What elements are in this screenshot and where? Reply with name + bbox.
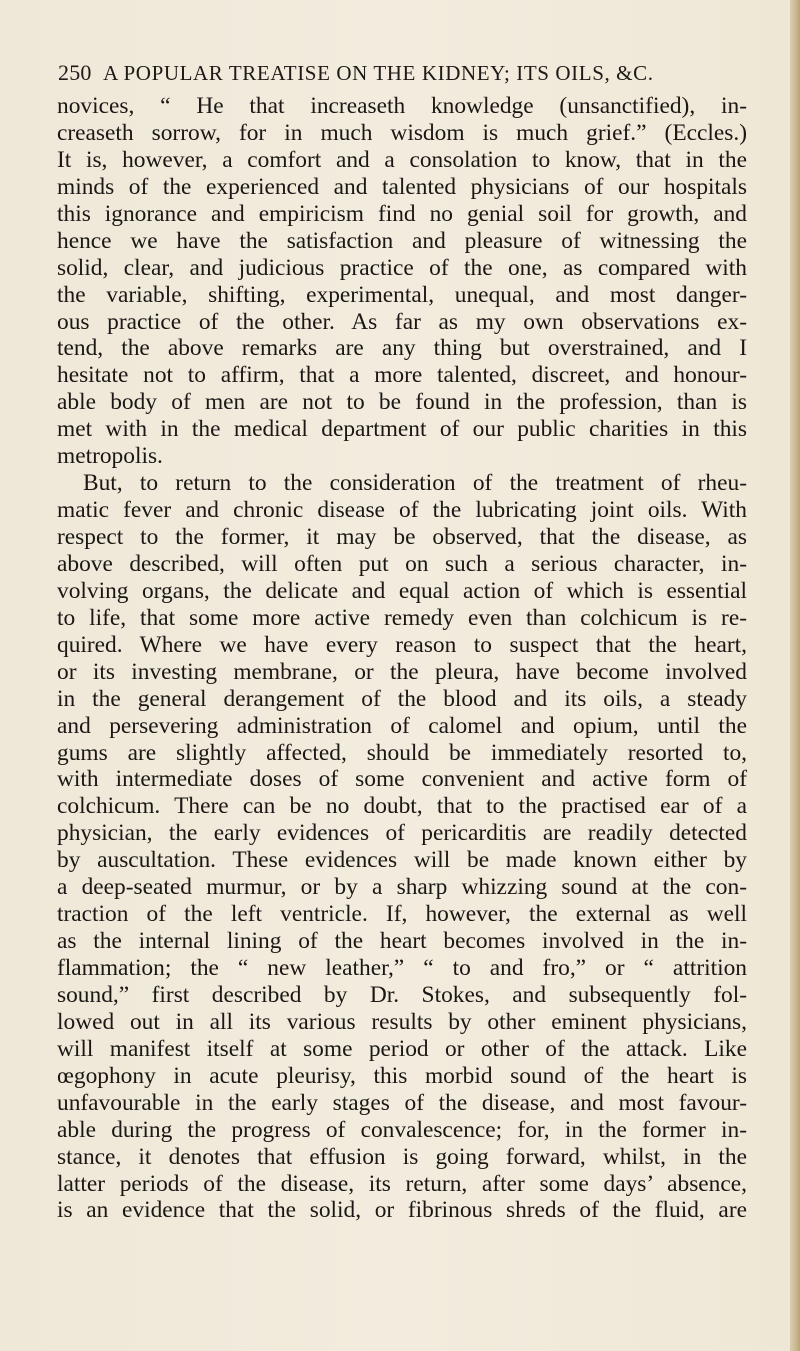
text-line: matic fever and chronic disease of the lubricating joint oils. With — [57, 497, 747, 524]
text-line: with intermediate doses of some convenient and active form of — [57, 766, 747, 793]
text-line: sound,” first described by Dr. Stokes, and subsequently fol- — [57, 981, 747, 1008]
text-line: respect to the former, it may be observed, that the disease, as — [57, 524, 747, 550]
page-edge — [790, 0, 800, 1351]
running-title: A POPULAR TREATISE ON THE KIDNEY; ITS OILS, &C. — [103, 61, 654, 85]
text-line: able body of men are not to be found in the profession, than is — [57, 389, 747, 416]
running-header — [58, 60, 740, 86]
text-line: creaseth sorrow, for in much wisdom is much grief.” (Eccles.) — [57, 119, 747, 146]
text-line: to life, that some more active remedy even than colchicum is re- — [57, 604, 747, 631]
text-line: above described, will often put on such a serious character, in- — [57, 550, 747, 577]
text-line: novices, “ He that increaseth knowledge (unsanctified), in- — [57, 93, 747, 119]
text-line: physician, the early evidences of pericarditis are readily detected — [57, 820, 747, 847]
page-number: 250 — [58, 60, 92, 85]
text-line: this ignorance and empiricism find no genial soil for growth, and — [57, 200, 747, 227]
text-line: minds of the experienced and talented physicians of our hospitals — [57, 173, 747, 200]
text-line: and persevering administration of calomel and opium, until the — [57, 712, 747, 739]
text-line: stance, it denotes that effusion is going forward, whilst, in the — [57, 1143, 747, 1170]
text-line: traction of the left ventricle. If, however, the external as well — [57, 901, 747, 928]
text-line: flammation; the “ new leather,” “ to and fro,” or “ attrition — [57, 955, 747, 981]
text-line: œgophony in acute pleurisy, this morbid sound of the heart is — [57, 1062, 747, 1089]
text-line: metropolis. — [57, 443, 163, 470]
text-line: as the internal lining of the heart becomes involved in the in- — [57, 928, 747, 955]
text-line: is an evidence that the solid, or fibrinous shreds of the fluid, are — [57, 1197, 747, 1224]
text-line: unfavourable in the early stages of the disease, and most favour- — [57, 1089, 747, 1116]
text-line: colchicum. There can be no doubt, that to the practised ear of a — [57, 793, 747, 820]
text-line: or its investing membrane, or the pleura, have become involved — [57, 658, 747, 685]
body-text — [57, 93, 747, 1224]
text-line: the variable, shifting, experimental, unequal, and most danger- — [57, 281, 747, 308]
text-line: ous practice of the other. As far as my own observations ex- — [57, 308, 747, 335]
text-line: hesitate not to affirm, that a more talented, discreet, and honour- — [57, 362, 747, 389]
text-line: by auscultation. These evidences will be made known either by — [57, 847, 747, 874]
text-line: It is, however, a comfort and a consolation to know, that in the — [57, 146, 747, 173]
text-line: volving organs, the delicate and equal action of which is essential — [57, 577, 747, 604]
text-line: in the general derangement of the blood and its oils, a steady — [57, 685, 747, 712]
text-line: hence we have the satisfaction and pleasure of witnessing the — [57, 227, 747, 254]
text-line: latter periods of the disease, its return, after some days’ absence, — [57, 1170, 747, 1197]
text-line: able during the progress of convalescence; for, in the former in- — [57, 1116, 747, 1143]
text-line: gums are slightly affected, should be immediately resorted to, — [57, 739, 747, 766]
text-line: But, to return to the consideration of the treatment of rheu- — [83, 470, 747, 497]
text-line: quired. Where we have every reason to suspect that the heart, — [57, 631, 747, 658]
text-line: tend, the above remarks are any thing but overstrained, and I — [57, 335, 747, 362]
text-line: a deep-seated murmur, or by a sharp whizzing sound at the con- — [57, 874, 747, 901]
text-line: solid, clear, and judicious practice of the one, as compared with — [57, 254, 747, 281]
text-line: met with in the medical department of our public charities in this — [57, 416, 747, 443]
text-line: will manifest itself at some period or other of the attack. Like — [57, 1035, 747, 1062]
text-line: lowed out in all its various results by other eminent physicians, — [57, 1008, 747, 1035]
